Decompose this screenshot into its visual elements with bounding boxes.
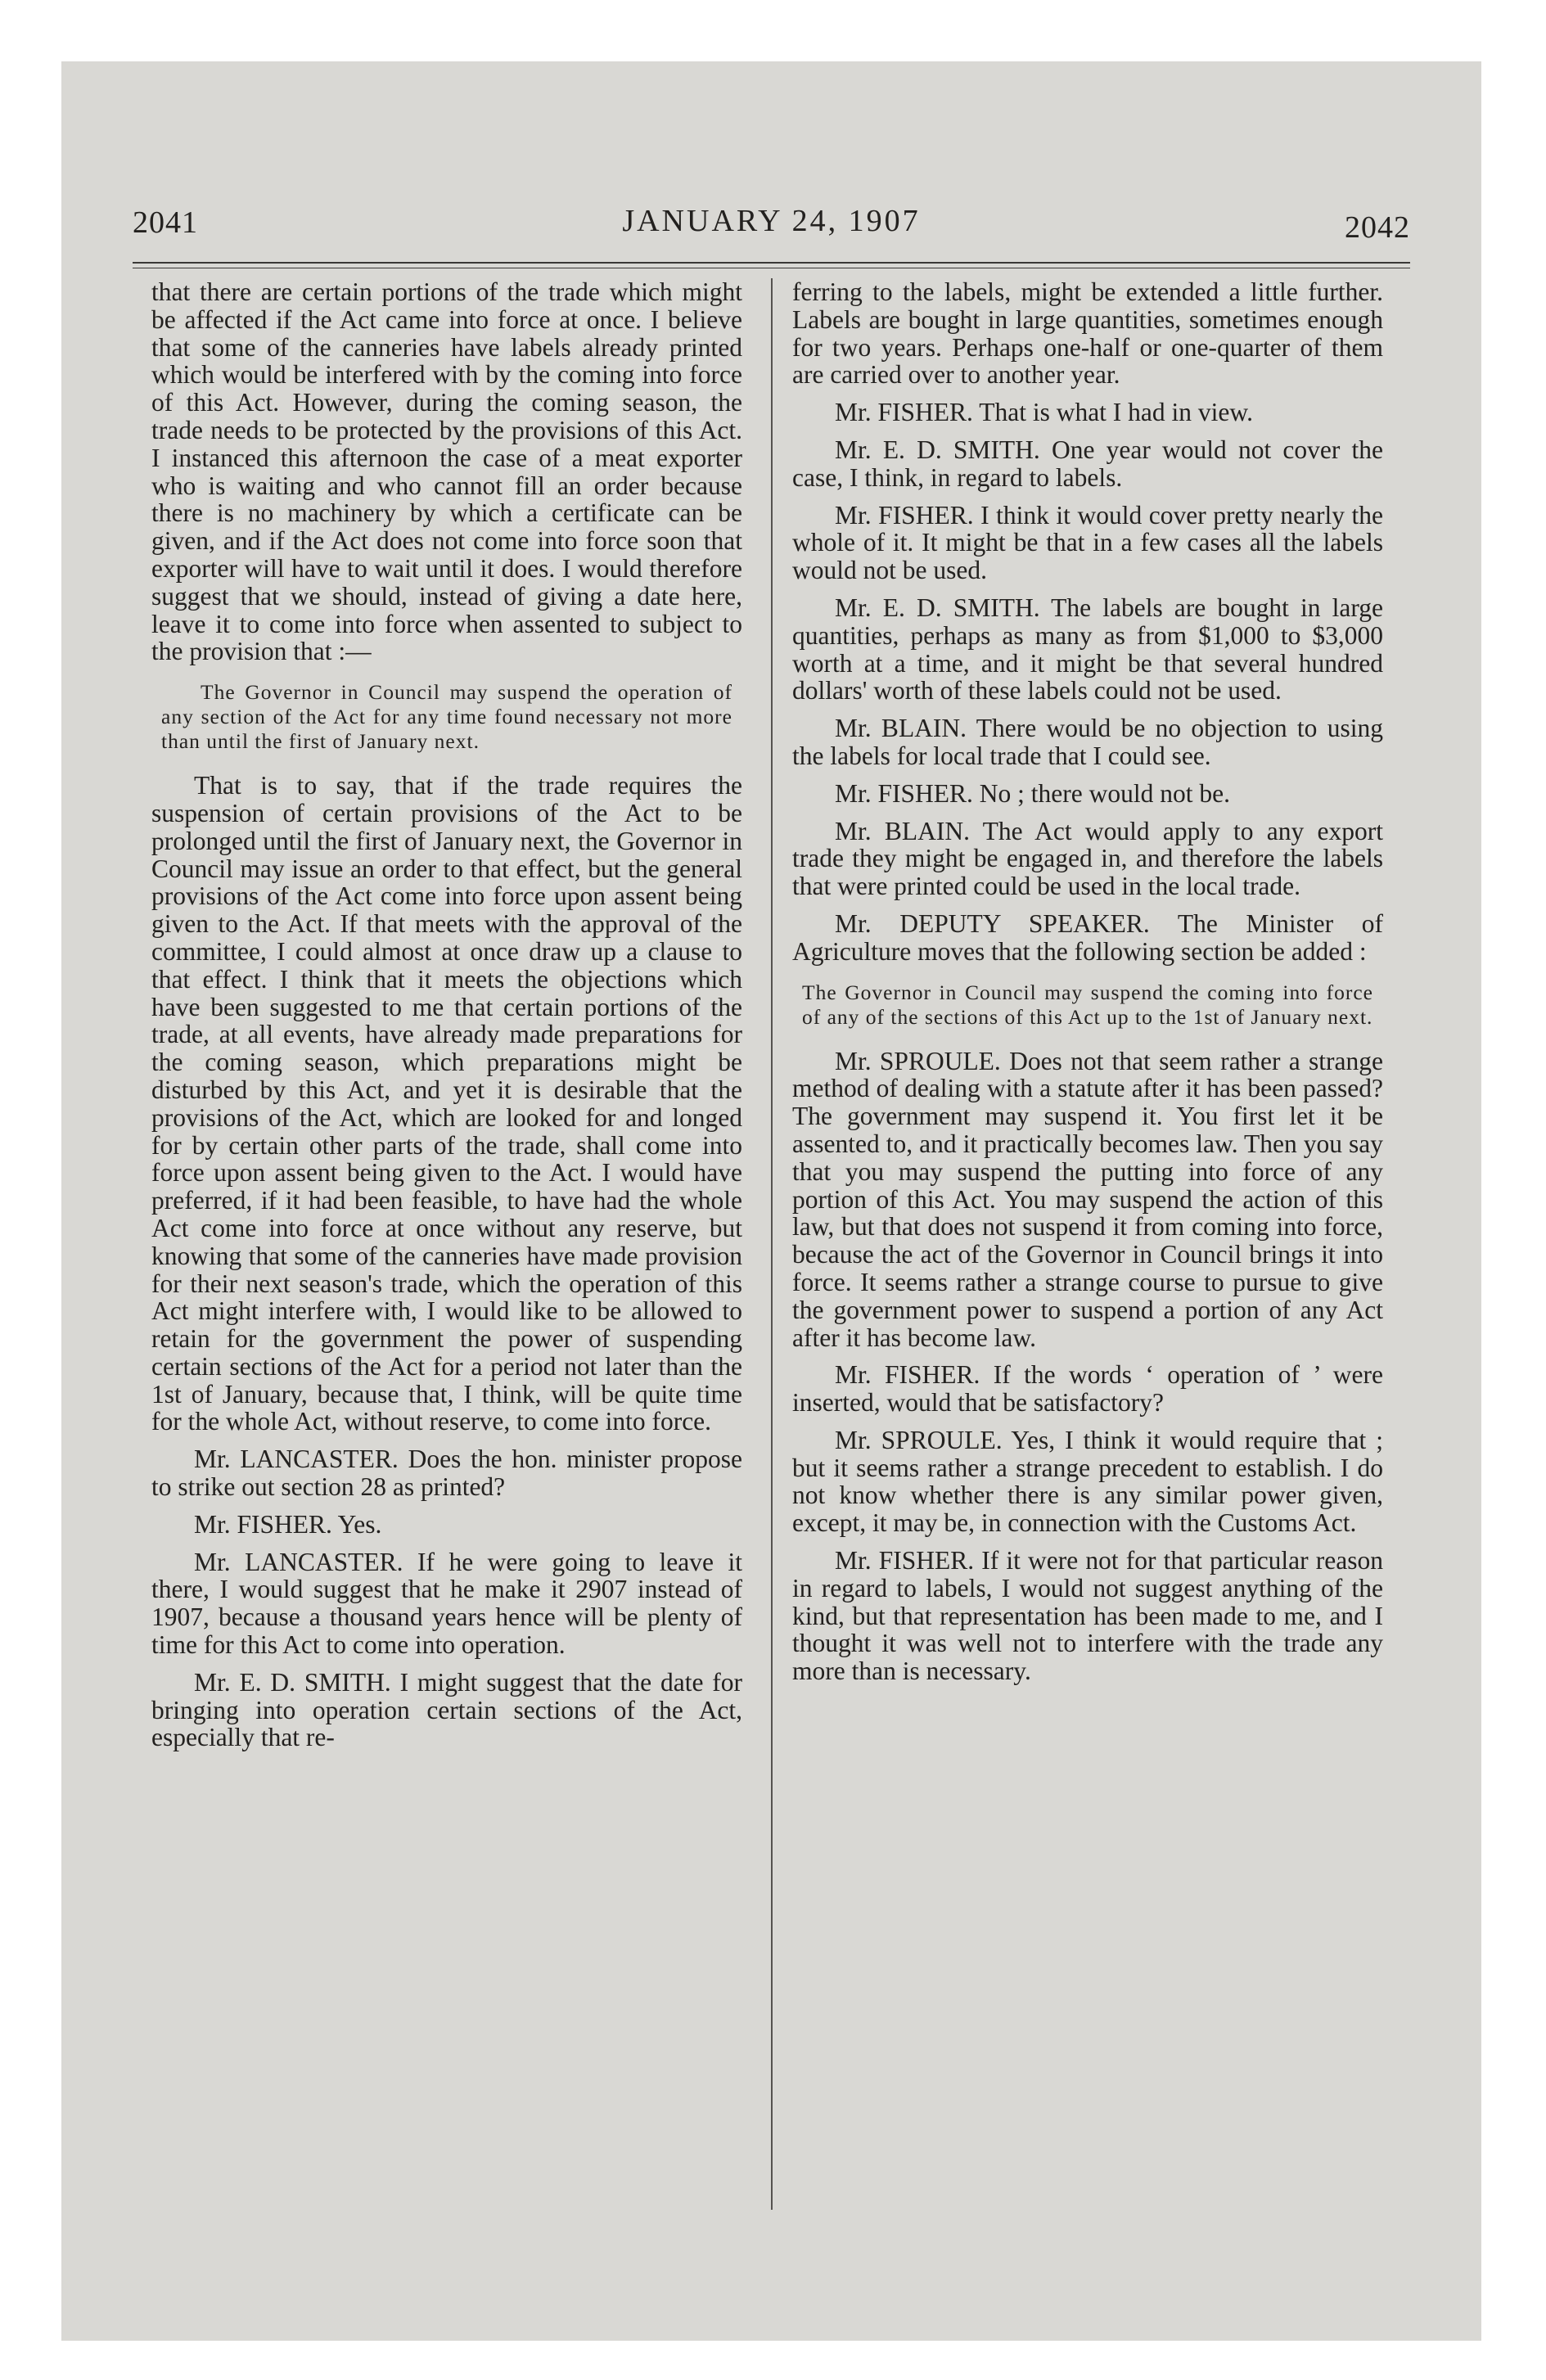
speaker-paragraph: Mr. DEPUTY SPEAKER. The Minister of Agriculture moves that the following section be added : (792, 908, 1383, 966)
speaker-paragraph: Mr. FISHER. If the words ‘ operation of ’ were inserted, would that be satisfactory? (792, 1360, 1383, 1418)
column-divider (771, 278, 773, 2210)
quoted-clause: The Governor in Council may suspend the operation of any section of the Act for any time found necessary not more than until the first of January next. (161, 680, 732, 754)
right-column (792, 278, 1383, 1695)
page-header (61, 139, 1481, 245)
speaker-paragraph: Mr. E. D. SMITH. I might suggest that the date for bringing into operation certain sections of the Act, especially that re- (151, 1667, 742, 1752)
speaker-paragraph: Mr. LANCASTER. Does the hon. minister propose to strike out section 28 as printed? (151, 1445, 742, 1502)
speaker-paragraph: Mr. SPROULE. Yes, I think it would require that ; but it seems rather a strange precedent to establish. I do not know whether there is any similar power given, except, it may be, in connection with the Customs Act. (792, 1425, 1383, 1538)
paragraph: that there are certain portions of the trade which might be affected if the Act came into force at once. I believe that some of the canneries have labels already printed which would be interfered with by the coming into force of this Act. However, during the coming season, the trade needs to be protected by the provisions of this Act. I instanced this afternoon the case of a meat exporter who is waiting and who cannot fill an order because there is no machinery by which a certificate can be given, and if the Act does not come into force soon that exporter will have to wait until it does. I would therefore suggest that we should, instead of giving a date here, leave it to come into force when assented to subject to the provision that :— (151, 277, 742, 666)
quoted-clause: The Governor in Council may suspend the coming into force of any of the sections of this Act up to the 1st of January next. (802, 980, 1373, 1029)
paragraph: That is to say, that if the trade requires the suspension of certain provisions of the Act to be prolonged until the first of January next, the Governor in Council may issue an order to that effect, but the general provisions of the Act come into force upon assent being given to the Act. If that meets with the approval of the committee, I could almost at once draw up a clause to that effect. I think that it meets the objections which have been suggested to me that certain portions of the trade, at all events, have already made preparations for the coming season, which preparations might be disturbed by this Act, and yet it is desirable that the provisions of the Act, which are looked for and longed for by certain other parts of the trade, shall come into force upon assent being given to the Act. I would have preferred, if it had been feasible, to have had the whole Act come into force at once without any reserve, but knowing that some of the canneries have made provision for their next season's trade, which the operation of this Act might interfere with, I would like to be allowed to retain for the government the power of suspending certain sections of the Act for a period not later than the 1st of January, because that, I think, will be quite time for the whole Act, without reserve, to come into force. (151, 771, 742, 1436)
speaker-paragraph: Mr. BLAIN. The Act would apply to any export trade they might be engaged in, and therefore the labels that were printed could be used in the local trade. (792, 816, 1383, 901)
left-column (151, 278, 742, 1761)
scanned-page (61, 61, 1481, 2341)
page-number-right: 2042 (1345, 210, 1410, 245)
speaker-paragraph: Mr. FISHER. I think it would cover pretty nearly the whole of it. It might be that in a few cases all the labels would not be used. (792, 500, 1383, 585)
speaker-paragraph: Mr. E. D. SMITH. One year would not cover the case, I think, in regard to labels. (792, 435, 1383, 492)
speaker-paragraph: Mr. BLAIN. There would be no objection to using the labels for local trade that I could see. (792, 714, 1383, 770)
speaker-paragraph: Mr. FISHER. Yes. (194, 1509, 382, 1539)
speaker-paragraph: Mr. SPROULE. Does not that seem rather a strange method of dealing with a statute after it has been passed? The government may suspend it. You first let it be assented to, and it practically becomes law. Then you say that you may suspend the putting into force of any portion of this Act. You may suspend the action of this law, but that does not suspend it from coming into force, because the act of the Governor in Council brings it into force. It seems rather a strange course to pursue to give the government power to suspend a portion of any Act after it has become law. (792, 1046, 1383, 1352)
speaker-paragraph: Mr. LANCASTER. If he were going to leave it there, I would suggest that he make it 2907 instead of 1907, because a thousand years hence will be plenty of time for this Act to come into operation. (151, 1547, 742, 1660)
speaker-paragraph: Mr. FISHER. If it were not for that particular reason in regard to labels, I would not suggest anything of the kind, but that representation has been made to me, and I thought it was well not to interfere with the trade any more than is necessary. (792, 1546, 1383, 1686)
speaker-paragraph: Mr. FISHER. No ; there would not be. (835, 778, 1230, 808)
header-rule (133, 262, 1410, 264)
speaker-paragraph: Mr. FISHER. That is what I had in view. (835, 398, 1253, 427)
page-date: JANUARY 24, 1907 (622, 204, 921, 238)
page-number-left: 2041 (133, 205, 198, 240)
speaker-paragraph: Mr. E. D. SMITH. The labels are bought in large quantities, perhaps as many as from $1,000 to $3,000 worth at a time, and it might be that several hundred dollars' worth of these labels could not be used. (792, 593, 1383, 705)
paragraph: ferring to the labels, might be extended a little further. Labels are bought in large quantities, sometimes enough for two years. Perhaps one-half or one-quarter of them are carried over to another year. (792, 277, 1383, 390)
